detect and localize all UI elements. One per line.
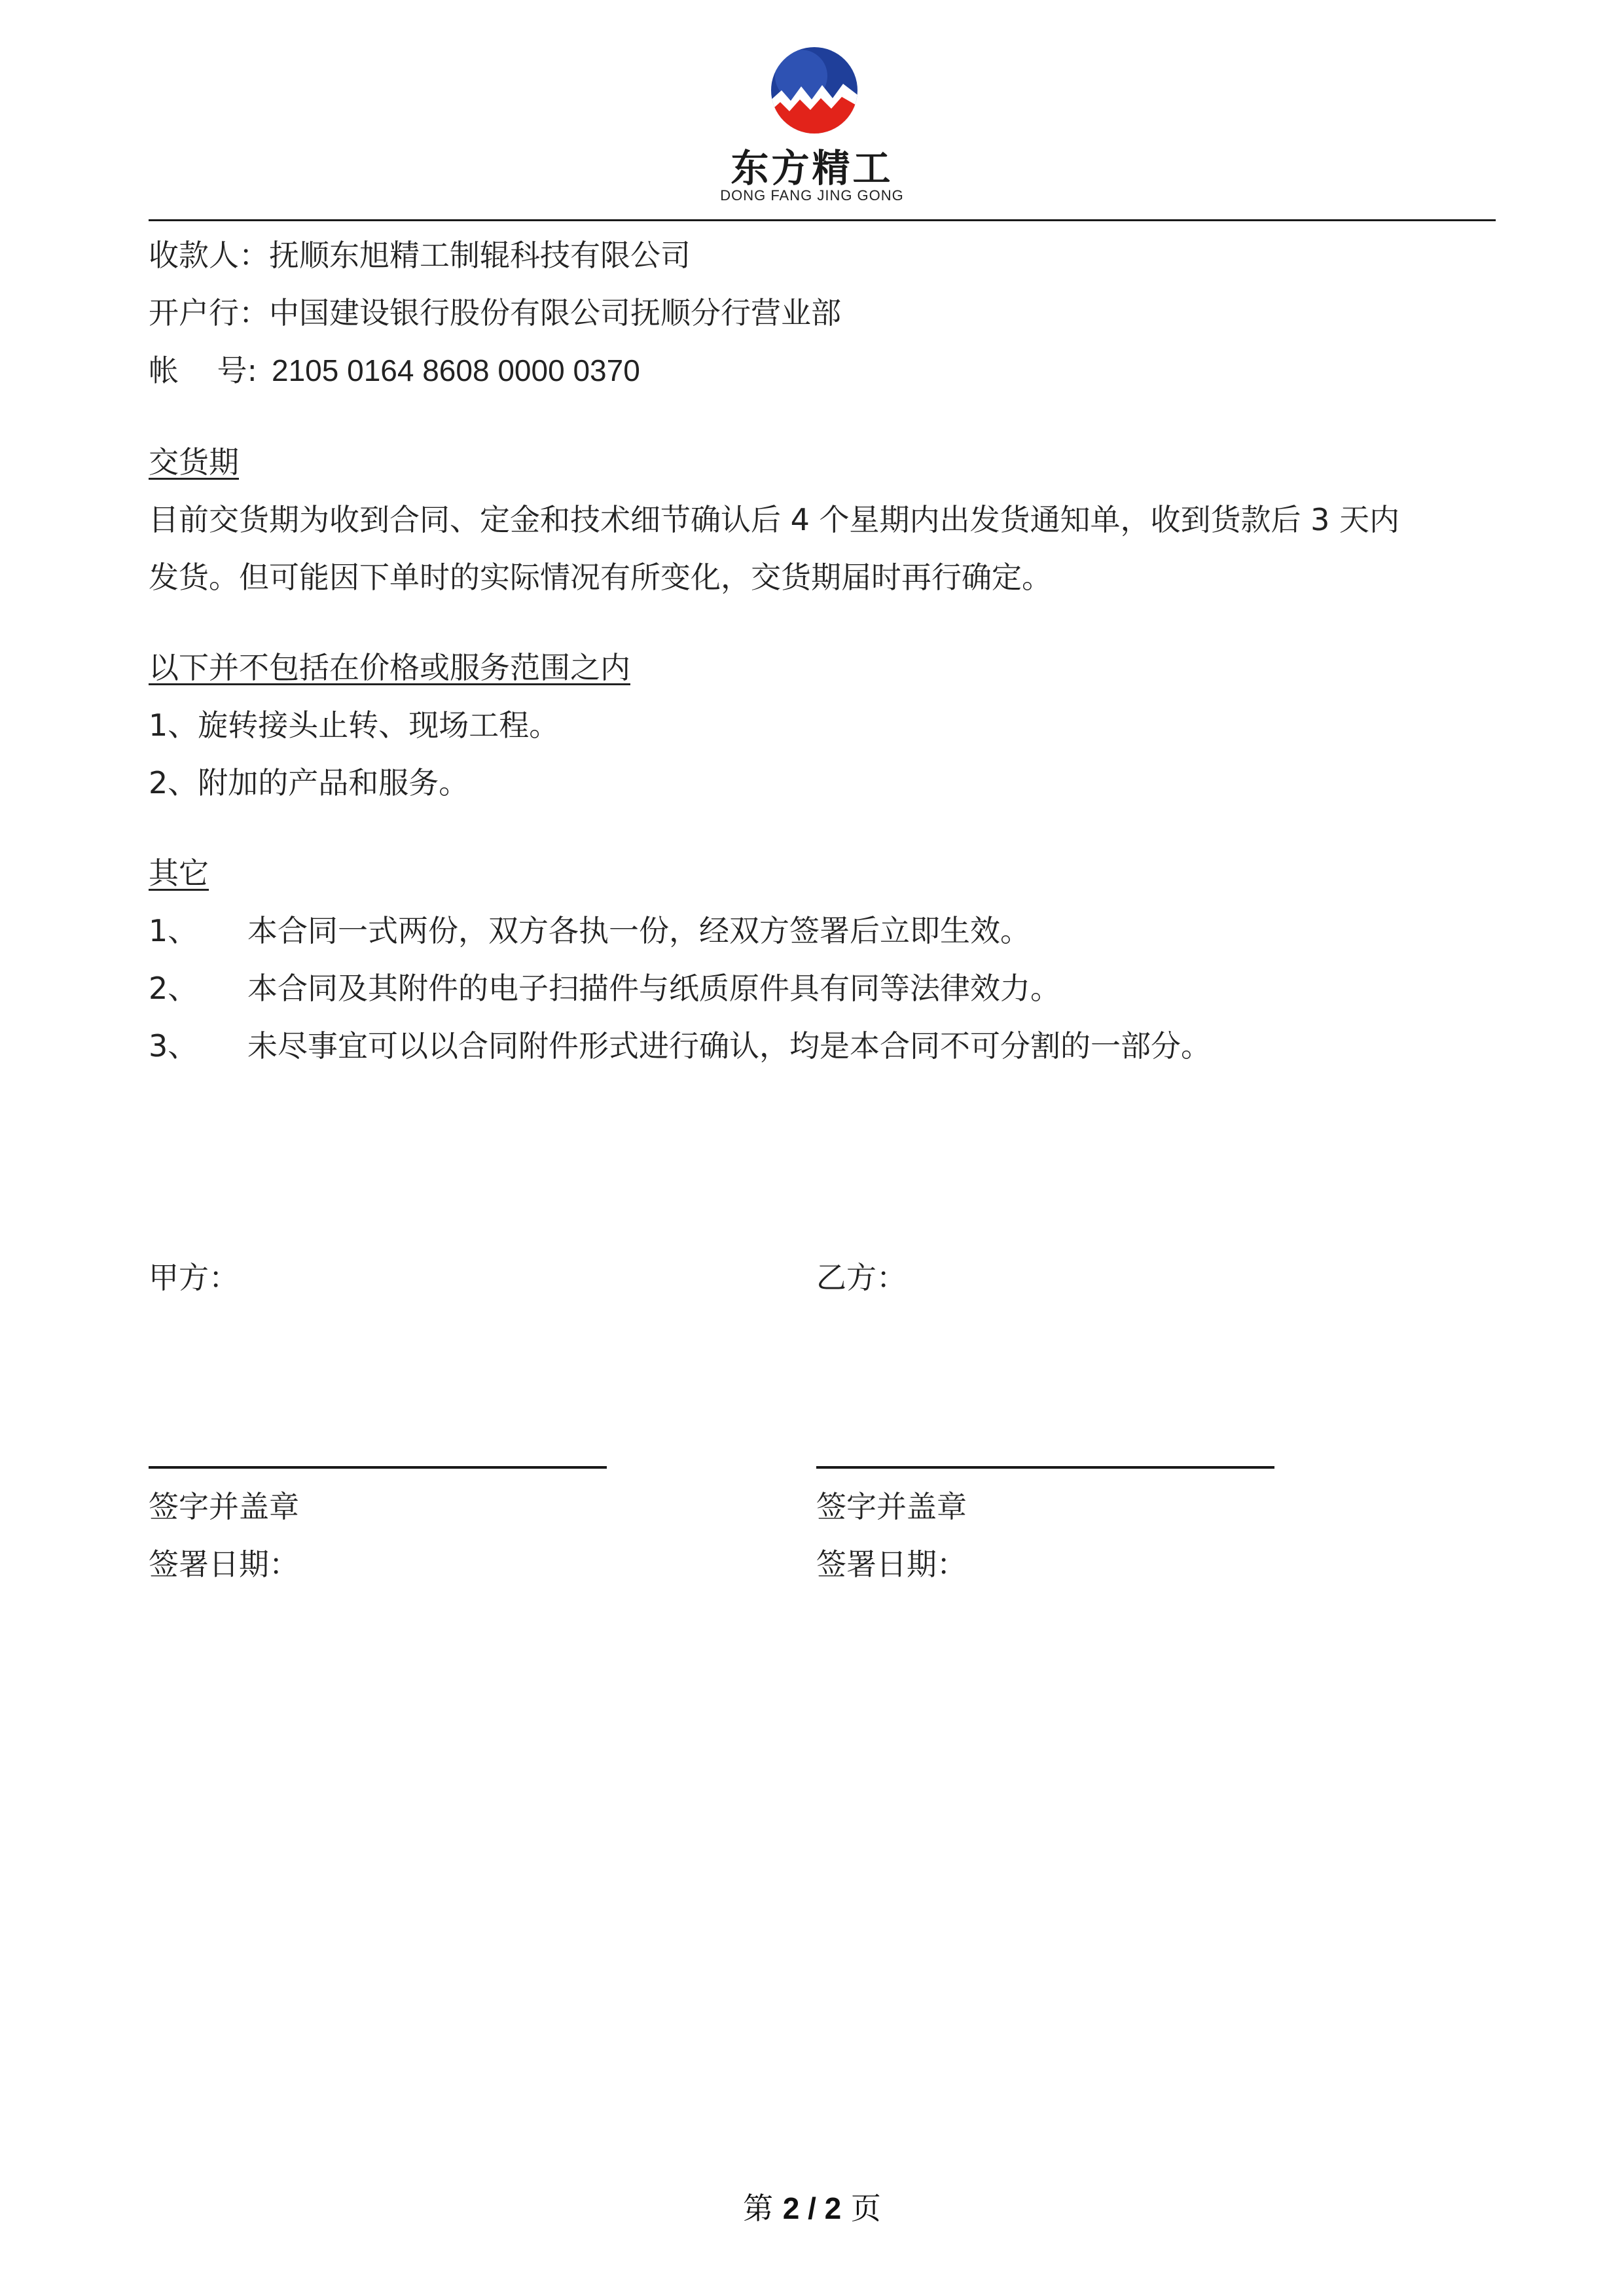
page-number-suffix: 页: [841, 2191, 881, 2226]
exclusion-item-2: 2、附加的产品和服务。: [149, 765, 469, 800]
page-number-separator: /: [799, 2191, 825, 2225]
delivery-line-2: 发货。但可能因下单时的实际情况有所变化，交货期届时再行确定。: [149, 560, 1052, 595]
account-value: 2105 0164 8608 0000 0370: [272, 353, 640, 387]
party-b-signature-line: [816, 1466, 1274, 1469]
party-b-date-label: 签署日期：: [816, 1547, 967, 1582]
party-a-label: 甲方：: [149, 1260, 239, 1295]
others-item-1-num: 1、: [149, 913, 198, 948]
others-item-2-text: 本合同及其附件的电子扫描件与纸质原件具有同等法律效力。: [247, 971, 1060, 1006]
bank-row: [149, 293, 841, 332]
others-item-3-text: 未尽事宜可以以合同附件形式进行确认，均是本合同不可分割的一部分。: [247, 1028, 1211, 1064]
others-heading: 其它: [149, 855, 209, 891]
account-row: [149, 351, 640, 390]
delivery-line-1: 目前交货期为收到合同、定金和技术细节确认后 4 个星期内出发货通知单，收到货款后 3 天内: [149, 502, 1400, 537]
payee-label: 收款人：: [149, 238, 269, 273]
account-label: 帐 号:: [149, 353, 257, 388]
exclusion-item-1: 1、旋转接头止转、现场工程。: [149, 708, 560, 743]
payee-value: 抚顺东旭精工制辊科技有限公司: [269, 238, 691, 273]
party-b-label: 乙方：: [816, 1260, 907, 1295]
others-item-3-num: 3、: [149, 1028, 198, 1064]
bank-value: 中国建设银行股份有限公司抚顺分行营业部: [269, 295, 841, 331]
party-b-sign-label: 签字并盖章: [816, 1489, 967, 1524]
header-divider: [149, 219, 1496, 221]
delivery-heading: 交货期: [149, 444, 239, 480]
party-a-date-label: 签署日期：: [149, 1547, 299, 1582]
exclusions-heading: 以下并不包括在价格或服务范围之内: [149, 650, 630, 685]
page-number-total: 2: [824, 2191, 842, 2225]
page-number-prefix: 第: [743, 2191, 783, 2226]
company-logo-icon: [768, 45, 860, 136]
payee-row: [149, 236, 691, 275]
party-a-signature-line: [149, 1466, 607, 1469]
page-number-current: 2: [782, 2191, 800, 2225]
others-item-1-text: 本合同一式两份，双方各执一份，经双方签署后立即生效。: [247, 913, 1030, 948]
others-item-2-num: 2、: [149, 971, 198, 1006]
bank-label: 开户行：: [149, 295, 269, 331]
page-number: [0, 2185, 1624, 2228]
party-a-sign-label: 签字并盖章: [149, 1489, 299, 1524]
logo-name-en: DONG FANG JING GONG: [720, 187, 904, 204]
logo-name-cn: 东方精工: [731, 146, 893, 190]
